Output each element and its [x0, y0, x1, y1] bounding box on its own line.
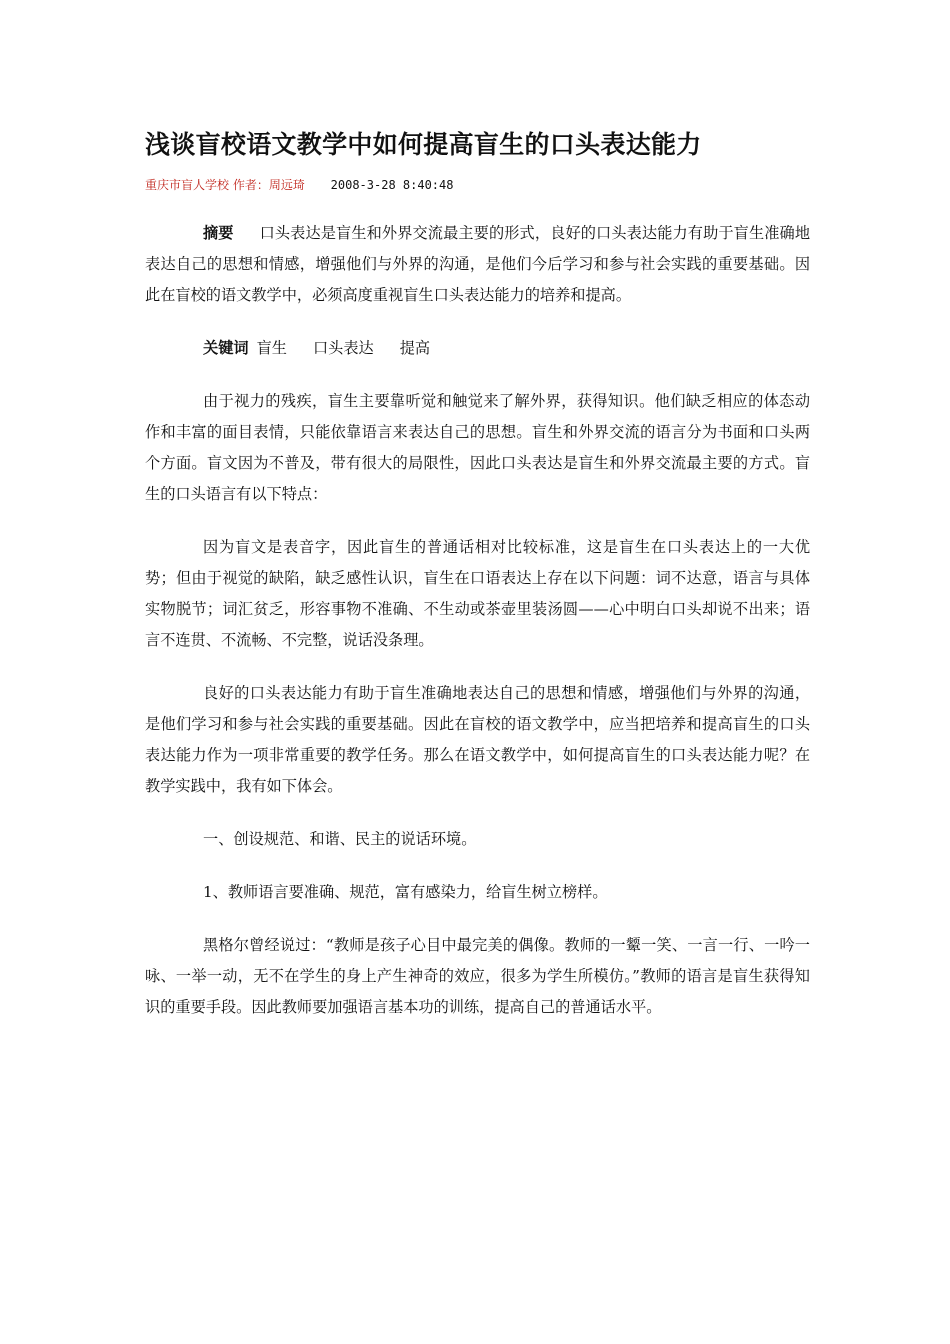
body-paragraph: 黑格尔曾经说过：“教师是孩子心目中最完美的偶像。教师的一颦一笑、一言一行、一吟一咏、一举一动，无不在学生的身上产生神奇的效应，很多为学生所模仿。”教师的语言是盲生获得知识的重要手段。因此教师要加强语言基本功的训练，提高自己的普通话水平。 — [145, 936, 810, 1016]
keyword: 提高 — [399, 339, 431, 357]
body-paragraph: 良好的口头表达能力有助于盲生准确地表达自己的思想和情感，增强他们与外界的沟通，是他们学习和参与社会实践的重要基础。因此在盲校的语文教学中，应当把培养和提高盲生的口头表达能力作为一项非常重要的教学任务。那么在语文教学中，如何提高盲生的口头表达能力呢？在教学实践中，我有如下体会。 — [145, 684, 810, 795]
keywords-line — [145, 333, 810, 364]
document-page — [145, 128, 810, 1023]
keyword: 盲生 — [256, 339, 287, 357]
abstract-paragraph — [145, 218, 810, 311]
abstract-text: 口头表达是盲生和外界交流最主要的形式，良好的口头表达能力有助于盲生准确地表达自己的思想和情感，增强他们与外界的沟通，是他们今后学习和参与社会实践的重要基础。因此在盲校的语文教学中，必须高度重视盲生口头表达能力的培养和提高。 — [145, 224, 811, 304]
body-paragraph: 由于视力的残疾，盲生主要靠听觉和触觉来了解外界，获得知识。他们缺乏相应的体态动作和丰富的面目表情，只能依靠语言来表达自己的思想。盲生和外界交流的语言分为书面和口头两个方面。盲文因为不普及，带有很大的局限性，因此口头表达是盲生和外界交流最主要的方式。盲生的口头语言有以下特点： — [145, 392, 810, 503]
subsection-heading: 1、教师语言要准确、规范，富有感染力，给盲生树立榜样。 — [203, 883, 608, 901]
keywords-label: 关键词 — [203, 339, 249, 357]
keyword: 口头表达 — [312, 339, 374, 357]
article-title: 浅谈盲校语文教学中如何提高盲生的口头表达能力 — [145, 130, 702, 159]
body-paragraph: 因为盲文是表音字，因此盲生的普通话相对比较标准，这是盲生在口头表达上的一大优势；但由于视觉的缺陷，缺乏感性认识，盲生在口语表达上存在以下问题：词不达意，语言与具体实物脱节；词汇贫乏，形容事物不准确、不生动或茶壶里装汤圆——心中明白口头却说不出来；语言不连贯、不流畅、不完整，说话没条理。 — [145, 538, 810, 649]
article-date: 2008-3-28 8:40:48 — [330, 178, 454, 192]
abstract-label: 摘要 — [203, 224, 234, 242]
section-heading: 一、创设规范、和谐、民主的说话环境。 — [203, 830, 477, 848]
article-meta — [145, 176, 810, 194]
article-source: 重庆市盲人学校 作者：周远琦 — [145, 178, 305, 192]
